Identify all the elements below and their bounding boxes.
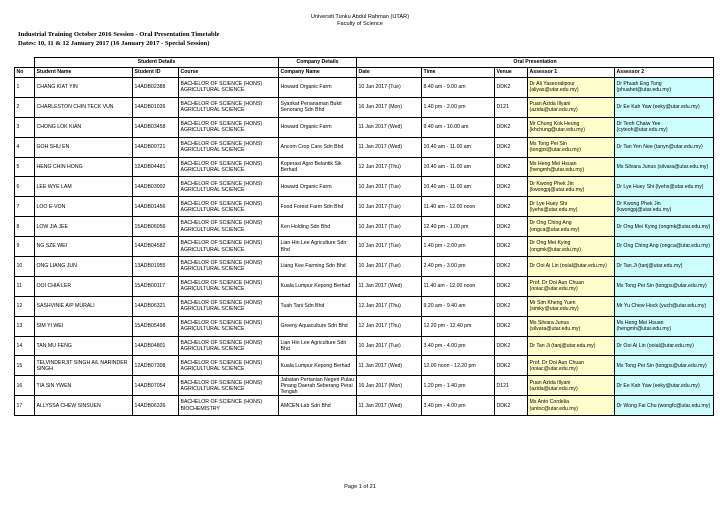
cell-assessor-2: Dr Wong Fai Chu (wongfc@utar.edu.my) <box>615 396 714 416</box>
cell-date: 11 Jan 2017 (Wed) <box>357 276 422 296</box>
cell-student-name: GOH SHU EN <box>35 137 133 157</box>
col-venue: Venue <box>495 68 528 78</box>
cell-no: 8 <box>15 217 35 237</box>
cell-date: 10 Jan 2017 (Tue) <box>357 177 422 197</box>
cell-date: 12 Jan 2017 (Thu) <box>357 316 422 336</box>
cell-venue: DDK2 <box>495 257 528 277</box>
cell-company-name: Food Forest Farm Sdn Bhd <box>279 197 357 217</box>
cell-no: 16 <box>15 376 35 396</box>
cell-assessor-2: Mr Yu Chew Hock (yuch@utar.edu.my) <box>615 296 714 316</box>
cell-assessor-2: Dr Ee Kah Yaw (eeky@utar.edu.my) <box>615 97 714 117</box>
cell-time: 12.20 pm - 12.40 pm <box>422 316 495 336</box>
cell-student-name: TELVINDERJIT SINGH A/L NARINDER SINGH <box>35 356 133 376</box>
cell-no: 5 <box>15 157 35 177</box>
cell-assessor-1: Prof. Dr Ooi Aun Chuan (ooiac@utar.edu.my) <box>528 276 615 296</box>
cell-course: BACHELOR OF SCIENCE (HONS) AGRICULTURAL SCIENCE <box>179 97 279 117</box>
cell-course: BACHELOR OF SCIENCE (HONS) AGRICULTURAL SCIENCE <box>179 117 279 137</box>
cell-venue: DDK2 <box>495 356 528 376</box>
cell-date: 11 Jan 2017 (Wed) <box>357 356 422 376</box>
cell-no: 6 <box>15 177 35 197</box>
cell-time: 12.40 pm - 1.00 pm <box>422 217 495 237</box>
cell-assessor-2: Dr Ee Kah Yaw (eeky@utar.edu.my) <box>615 376 714 396</box>
cell-time: 9.40 am - 10.00 am <box>422 117 495 137</box>
cell-assessor-2: Dr Ong Mei Kying (ongmk@utar.edu.my) <box>615 217 714 237</box>
table-row <box>15 336 714 356</box>
cell-student-name: OOI CHIA LER <box>35 276 133 296</box>
table-row <box>15 237 714 257</box>
cell-venue: D121 <box>495 97 528 117</box>
table-row <box>15 316 714 336</box>
cell-date: 12 Jan 2017 (Thu) <box>357 157 422 177</box>
cell-time: 1.40 pm - 2.00 pm <box>422 97 495 117</box>
cell-no: 13 <box>15 316 35 336</box>
col-assessor-1: Assessor 1 <box>528 68 615 78</box>
cell-student-id: 15ADB05498 <box>133 316 179 336</box>
cell-student-name: SIM YI WEI <box>35 316 133 336</box>
cell-date: 11 Jan 2017 (Wed) <box>357 396 422 416</box>
table-row <box>15 78 714 98</box>
cell-venue: D121 <box>495 376 528 396</box>
cell-student-id: 14ADB06321 <box>133 296 179 316</box>
cell-time: 10.40 am - 11.00 am <box>422 177 495 197</box>
cell-venue: DDK2 <box>495 137 528 157</box>
cell-assessor-1: Dr Lye Huey Shi (lyehs@utar.edu.my) <box>528 197 615 217</box>
cell-student-name: ALLYSSA CHEW SINSUEN <box>35 396 133 416</box>
timetable <box>14 57 714 416</box>
cell-time: 3.40 pm - 4.00 pm <box>422 336 495 356</box>
cell-student-id: 14ADB02388 <box>133 78 179 98</box>
cell-company-name: Lian Hin Lee Agriculture Sdn Bhd <box>279 237 357 257</box>
cell-time: 1.20 pm - 1.40 pm <box>422 376 495 396</box>
cell-no: 14 <box>15 336 35 356</box>
cell-student-name: SASHVINIE A/P MURALI <box>35 296 133 316</box>
cell-course: BACHELOR OF SCIENCE (HONS) BIOCHEMISTRY <box>179 396 279 416</box>
cell-assessor-2: Dr Tan Yen Nee (tanyn@utar.edu.my) <box>615 137 714 157</box>
cell-student-id: 14ADB04582 <box>133 237 179 257</box>
cell-course: BACHELOR OF SCIENCE (HONS) AGRICULTURAL SCIENCE <box>179 137 279 157</box>
cell-company-name: Kuala Lumpur Kepong Berhad <box>279 356 357 376</box>
cell-student-name: LOO E-VON <box>35 197 133 217</box>
cell-no: 2 <box>15 97 35 117</box>
cell-no: 12 <box>15 296 35 316</box>
cell-date: 10 Jan 2017 (Tue) <box>357 237 422 257</box>
cell-venue: DDK2 <box>495 157 528 177</box>
cell-course: BACHELOR OF SCIENCE (HONS) AGRICULTURAL SCIENCE <box>179 177 279 197</box>
table-row <box>15 97 714 117</box>
cell-student-id: 14ADB03002 <box>133 177 179 197</box>
cell-assessor-1: Puan Azida Illyani (azida@utar.edu.my) <box>528 376 615 396</box>
cell-assessor-1: Prof. Dr Ooi Aun Chuan (ooiac@utar.edu.my) <box>528 356 615 376</box>
cell-date: 11 Jan 2017 (Wed) <box>357 137 422 157</box>
cell-time: 3.40 pm - 4.00 pm <box>422 396 495 416</box>
table-row <box>15 276 714 296</box>
cell-time: 12.00 noon - 12.20 pm <box>422 356 495 376</box>
cell-company-name: AMCEN Lab Sdn Bhd <box>279 396 357 416</box>
cell-date: 10 Jan 2017 (Tue) <box>357 336 422 356</box>
table-row <box>15 117 714 137</box>
cell-student-name: LEE WYE LAM <box>35 177 133 197</box>
table-row <box>15 197 714 217</box>
cell-student-name: HENG CHIN HONG <box>35 157 133 177</box>
cell-date: 10 Jan 2017 (Tue) <box>357 78 422 98</box>
col-company-name: Company Name <box>279 68 357 78</box>
cell-course: BACHELOR OF SCIENCE (HONS) AGRICULTURAL SCIENCE <box>179 157 279 177</box>
table-row <box>15 257 714 277</box>
document-title: Industrial Training October 2016 Session - Oral Presentation Timetable <box>18 31 220 38</box>
table-row <box>15 157 714 177</box>
cell-no: 1 <box>15 78 35 98</box>
cell-venue: DDK2 <box>495 217 528 237</box>
cell-student-id: 12ADB07308 <box>133 356 179 376</box>
cell-assessor-1: Ms Heng Mei Hsuan (hengmh@utar.edu.my) <box>528 157 615 177</box>
document-dates: Dates: 10, 11 & 12 January 2017 (16 January 2017 - Special Session) <box>18 40 210 47</box>
cell-assessor-2: Dr Ooi Ai Lin (ooial@utar.edu.my) <box>615 336 714 356</box>
cell-venue: DDK2 <box>495 296 528 316</box>
cell-course: BACHELOR OF SCIENCE (HONS) AGRICULTURAL SCIENCE <box>179 197 279 217</box>
cell-time: 11.40 am - 12.00 noon <box>422 197 495 217</box>
university-name: Universiti Tunku Abdul Rahman (UTAR) <box>310 14 410 20</box>
cell-no: 15 <box>15 356 35 376</box>
cell-student-id: 15ADB06056 <box>133 217 179 237</box>
cell-course: BACHELOR OF SCIENCE (HONS) AGRICULTURAL SCIENCE <box>179 78 279 98</box>
cell-company-name: Ken Holding Sdn Bhd <box>279 217 357 237</box>
cell-company-name: Tuah Tani Sdn Bhd <box>279 296 357 316</box>
table-row <box>15 177 714 197</box>
cell-assessor-1: Puan Azida Illyani (azida@utar.edu.my) <box>528 97 615 117</box>
cell-company-name: Howard Organic Farm <box>279 117 357 137</box>
cell-assessor-2: Dr Phuah Eng Tong (phuahet@utar.edu.my) <box>615 78 714 98</box>
cell-student-name: LOW JIA JEE <box>35 217 133 237</box>
cell-venue: DDK2 <box>495 78 528 98</box>
cell-student-name: CHANG KIAT YIN <box>35 78 133 98</box>
cell-time: 9.20 am - 9.40 am <box>422 296 495 316</box>
cell-student-name: NG SZE WEI <box>35 237 133 257</box>
col-time: Time <box>422 68 495 78</box>
cell-assessor-1: Ms Silvara Junus (silvara@utar.edu.my) <box>528 316 615 336</box>
cell-time: 2.40 pm - 3.00 pm <box>422 257 495 277</box>
cell-time: 10.40 am - 11.00 am <box>422 157 495 177</box>
cell-assessor-1: Dr Ooi Ai Lin (ooial@utar.edu.my) <box>528 257 615 277</box>
table-row <box>15 356 714 376</box>
cell-student-name: ONG LIANG JUN <box>35 257 133 277</box>
cell-assessor-2: Dr Teoh Chaiw Yee (cyteoh@utar.edu.my) <box>615 117 714 137</box>
cell-assessor-2: Dr Ong Ching Ang (ongca@utar.edu.my) <box>615 237 714 257</box>
cell-venue: DDK2 <box>495 396 528 416</box>
cell-venue: DDK2 <box>495 316 528 336</box>
cell-date: 12 Jan 2017 (Thu) <box>357 296 422 316</box>
cell-student-id: 14ADB04801 <box>133 336 179 356</box>
cell-assessor-2: Ms Silvara Junus (silvara@utar.edu.my) <box>615 157 714 177</box>
cell-no: 9 <box>15 237 35 257</box>
cell-assessor-1: Dr Ali Yaseoralipour (aliyas@utar.edu.my) <box>528 78 615 98</box>
cell-venue: DDK2 <box>495 197 528 217</box>
group-oral-presentation: Oral Presentation <box>357 58 714 68</box>
col-course: Course <box>179 68 279 78</box>
col-student-id: Student ID <box>133 68 179 78</box>
cell-company-name: Greeny Aquaculture Sdn Bhd <box>279 316 357 336</box>
cell-date: 10 Jan 2017 (Tue) <box>357 197 422 217</box>
cell-company-name: Ancom Crop Care Sdn Bhd <box>279 137 357 157</box>
cell-student-id: 14ADB07054 <box>133 376 179 396</box>
cell-course: BACHELOR OF SCIENCE (HONS) AGRICULTURAL SCIENCE <box>179 217 279 237</box>
cell-assessor-1: Ms Tong Pei Sin (tongps@utar.edu.my) <box>528 137 615 157</box>
cell-assessor-1: Ms Anto Cordelia (antoc@utar.edu.my) <box>528 396 615 416</box>
col-assessor-2: Assessor 2 <box>615 68 714 78</box>
col-student-name: Student Name <box>35 68 133 78</box>
cell-venue: DDK2 <box>495 237 528 257</box>
group-company-details: Company Details <box>279 58 357 68</box>
cell-course: BACHELOR OF SCIENCE (HONS) AGRICULTURAL SCIENCE <box>179 257 279 277</box>
cell-student-id: 14ADB00721 <box>133 137 179 157</box>
table-row <box>15 137 714 157</box>
cell-course: BACHELOR OF SCIENCE (HONS) AGRICULTURAL SCIENCE <box>179 336 279 356</box>
table-row <box>15 217 714 237</box>
cell-venue: DDK2 <box>495 276 528 296</box>
cell-student-name: CHARLESTON CHIN TECK VUN <box>35 97 133 117</box>
cell-student-name: CHONG LOK KIAN <box>35 117 133 137</box>
cell-assessor-2: Dr Kwong Phek Jin (kwongpj@utar.edu.my) <box>615 197 714 217</box>
cell-company-name: Syarikat Penanaman Bukit Senorang Sdn Bhd <box>279 97 357 117</box>
page-number: Page 1 of 21 <box>344 484 376 490</box>
cell-course: BACHELOR OF SCIENCE (HONS) AGRICULTURAL SCIENCE <box>179 237 279 257</box>
cell-date: 16 Jan 2017 (Mon) <box>357 376 422 396</box>
group-student-details: Student Details <box>35 58 279 68</box>
cell-assessor-1: Dr Ong Ching Ang (ongca@utar.edu.my) <box>528 217 615 237</box>
cell-no: 3 <box>15 117 35 137</box>
cell-time: 10.40 am - 11.00 am <box>422 137 495 157</box>
cell-course: BACHELOR OF SCIENCE (HONS) AGRICULTURAL SCIENCE <box>179 356 279 376</box>
cell-assessor-1: Dr Kwong Phek Jin (kwongpj@utar.edu.my) <box>528 177 615 197</box>
cell-assessor-1: Mr Sim Kheng Yuen (simky@utar.edu.my) <box>528 296 615 316</box>
col-date: Date <box>357 68 422 78</box>
cell-assessor-1: Dr Ong Mei Kying (ongmk@utar.edu.my) <box>528 237 615 257</box>
cell-student-id: 14ADB06326 <box>133 396 179 416</box>
cell-no: 7 <box>15 197 35 217</box>
group-blank <box>15 58 35 68</box>
cell-company-name: Koperasi Agro Belantik Sik Berhad <box>279 157 357 177</box>
cell-course: BACHELOR OF SCIENCE (HONS) AGRICULTURAL SCIENCE <box>179 376 279 396</box>
cell-company-name: Kuala Lumpur Kepong Berhad <box>279 276 357 296</box>
cell-assessor-2: Dr Tan Ji (tanj@utar.edu.my) <box>615 257 714 277</box>
cell-assessor-2: Ms Heng Mei Hsuan (hengmh@utar.edu.my) <box>615 316 714 336</box>
cell-assessor-2: Ms Tong Pei Sin (tongps@utar.edu.my) <box>615 276 714 296</box>
cell-date: 10 Jan 2017 (Tue) <box>357 257 422 277</box>
cell-course: BACHELOR OF SCIENCE (HONS) AGRICULTURAL SCIENCE <box>179 296 279 316</box>
cell-student-id: 12ADB04481 <box>133 157 179 177</box>
cell-company-name: Howard Organic Farm <box>279 78 357 98</box>
col-no: No <box>15 68 35 78</box>
cell-date: 16 Jan 2017 (Mon) <box>357 97 422 117</box>
cell-date: 11 Jan 2017 (Wed) <box>357 117 422 137</box>
cell-time: 1.40 pm - 2.00 pm <box>422 237 495 257</box>
cell-time: 11.40 am - 12.00 noon <box>422 276 495 296</box>
cell-company-name: Lian Hin Lee Agriculture Sdn Bhd <box>279 336 357 356</box>
cell-date: 10 Jan 2017 (Tue) <box>357 217 422 237</box>
faculty-name: Faculty of Science <box>337 21 383 27</box>
table-row <box>15 376 714 396</box>
cell-venue: DDK2 <box>495 117 528 137</box>
cell-company-name: Howard Organic Farm <box>279 177 357 197</box>
cell-course: BACHELOR OF SCIENCE (HONS) AGRICULTURAL SCIENCE <box>179 276 279 296</box>
cell-venue: DDK2 <box>495 177 528 197</box>
table-row <box>15 296 714 316</box>
cell-assessor-2: Ms Tong Pei Sin (tongps@utar.edu.my) <box>615 356 714 376</box>
cell-student-id: 13ADB01955 <box>133 257 179 277</box>
cell-no: 11 <box>15 276 35 296</box>
cell-time: 8.40 am - 9.00 am <box>422 78 495 98</box>
cell-course: BACHELOR OF SCIENCE (HONS) AGRICULTURAL SCIENCE <box>179 316 279 336</box>
cell-student-name: TIA SIN YWEN <box>35 376 133 396</box>
cell-venue: DDK2 <box>495 336 528 356</box>
cell-no: 10 <box>15 257 35 277</box>
cell-assessor-1: Mr Chung Kok Heung (khchung@utar.edu.my) <box>528 117 615 137</box>
cell-student-id: 15ADB00117 <box>133 276 179 296</box>
cell-student-id: 14ADB01456 <box>133 197 179 217</box>
cell-student-name: TAN MU FENG <box>35 336 133 356</box>
cell-student-id: 14ADB01026 <box>133 97 179 117</box>
cell-company-name: Liang Kee Farming Sdn Bhd <box>279 257 357 277</box>
cell-company-name: Jabatan Pertanian Negeri Pulau Pinang Daerah Seberang Perai Tengah <box>279 376 357 396</box>
cell-student-id: 14ADB03458 <box>133 117 179 137</box>
cell-no: 4 <box>15 137 35 157</box>
cell-assessor-1: Dr Tan Ji (tanj@utar.edu.my) <box>528 336 615 356</box>
cell-assessor-2: Dr Lye Huey Shi (lyehs@utar.edu.my) <box>615 177 714 197</box>
cell-no: 17 <box>15 396 35 416</box>
table-row <box>15 396 714 416</box>
